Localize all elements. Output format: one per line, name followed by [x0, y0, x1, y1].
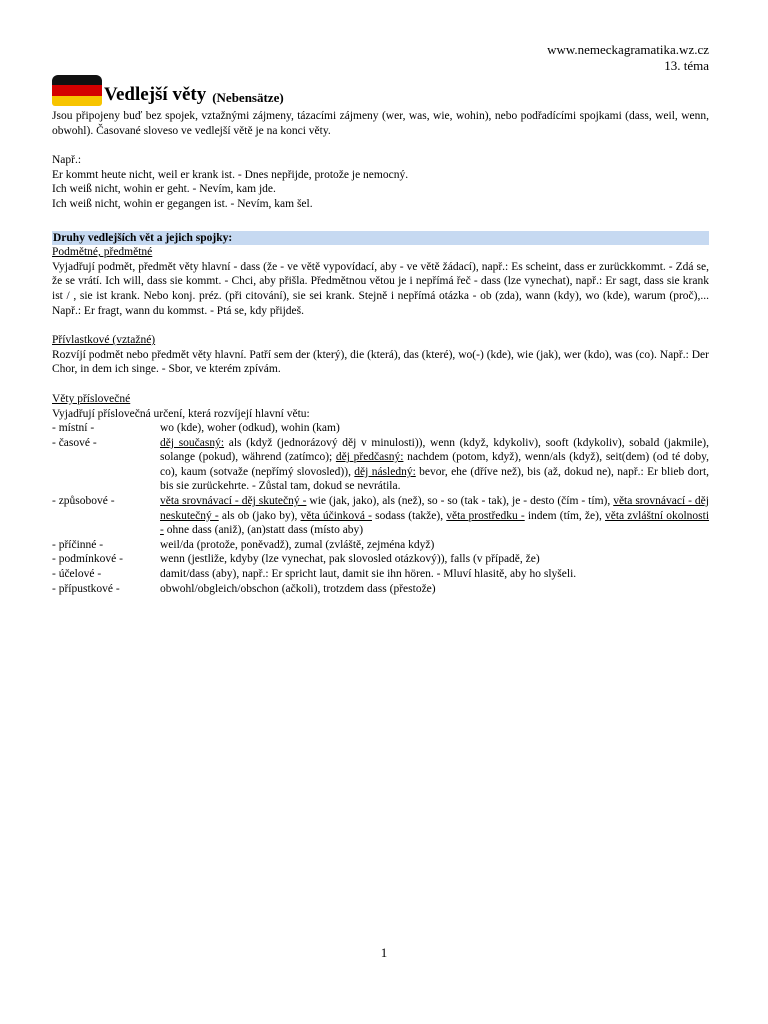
title-row [52, 75, 284, 106]
row-text: wenn (jestliže, kdyby (lze vynechat, pak slovosled otázkový)), falls (v případě, že) [160, 553, 540, 566]
row-label: - příčinné - [52, 538, 104, 551]
page-title: Vedlejší věty [104, 84, 207, 105]
row-label: - způsobové - [52, 495, 115, 508]
website-url: www.nemeckagramatika.wz.cz [547, 42, 709, 57]
row-label: - místní - [52, 422, 95, 435]
adverbial-table [52, 421, 709, 596]
example-line: Er kommt heute nicht, weil er krank ist. - Dnes nepřijde, protože je nemocný. [52, 168, 409, 181]
attributive-paragraph: Rozvíjí podmět nebo předmět věty hlavní. Patří sem der (který), die (která), das (které), wo(-) (kde), wie (jak), wer (kdo), was (co). Např.: Der Chor, in dem ich singe. - Sbor, ve kterém zpívám. [52, 348, 709, 376]
term-underlined: věta prostředku - [446, 509, 525, 522]
german-flag-icon [52, 75, 102, 106]
table-row [52, 436, 709, 494]
table-row [52, 582, 709, 597]
row-text [160, 436, 709, 494]
term-text: wie (jak, jako), als (než), so - so (tak - tak), je - desto (čím - tím), [306, 495, 614, 508]
row-label: - časové - [52, 436, 97, 449]
adverbial-heading: Věty příslovečné [52, 392, 131, 405]
row-label: - účelové - [52, 568, 102, 581]
term-text: nachdem (potom, když), wenn/als (když), seit(dem) (od té doby, co), kaum (sotvaže (nepřímý slovosled)), [160, 451, 709, 478]
table-row [52, 552, 709, 567]
page-subtitle: (Nebensätze) [212, 90, 284, 106]
topic-number: 13. téma [664, 58, 709, 73]
attributive-heading: Přívlastkové (vztažné) [52, 334, 156, 347]
example-line: Ich weiß nicht, wohin er gegangen ist. - Nevím, kam šel. [52, 197, 313, 210]
intro-paragraph: Jsou připojeny buď bez spojek, vztažnými zájmeny, tázacími zájmeny (wer, was, wie, wohin), nebo podřadícími spojkami (dass, weil, wenn, obwohl). Časované sloveso ve vedlejší větě je na konci věty. [52, 110, 709, 137]
example-line: Ich weiß nicht, wohin er geht. - Nevím, kam jde. [52, 183, 276, 196]
table-row [52, 421, 709, 436]
subject-paragraph: Vyjadřují podmět, předmět věty hlavní - dass (že - ve větě vypovídací, aby - ve větě žádací), např.: Es scheint, dass er zurückkommt. - Zdá se, že se vrátí. Ich will, dass sie kommt. - Chci, aby přišla. Předmětnou větou je i nepřímá řeč - dass (lze vynechat), např.: Er sagt, dass sie krank ist / , sie ist krank. Nebo konj. préz. (při citování), sie sei krank. Stejně i nepřímá otázka - ob (zda), wann (kdy), wo (kde), warum (proč),... Např.: Er fragt, wann du kommst. - Ptá se, kdy přijdeš. [52, 260, 709, 317]
term-text: bevor, ehe (dříve než), bis (až, dokud ne), např.: Er blieb dort, bis sie zurückehrte. - Zůstal tam, dokud se nevrátila. [160, 465, 710, 493]
term-text: als (když (jednorázový děj v minulosti)), wenn (když, kdykoliv), sooft (kdykoliv), sobald (jakmile), solange (pokud), während (zatímco); [160, 436, 709, 464]
term-underlined: věta srovnávací - děj neskutečný - [160, 495, 709, 522]
term-underlined: věta zvláštní okolnosti - [160, 509, 710, 537]
row-label: - podmínkové - [52, 553, 123, 566]
term-text: sodass (takže), [371, 509, 447, 522]
row-text: damit/dass (aby), např.: Er spricht laut, damit sie ihn hören. - Mluví hlasitě, aby ho slyšeli. [160, 568, 577, 581]
term-text: als ob (jako by), [218, 509, 301, 522]
term-underlined: děj následný: [354, 465, 416, 478]
term-underlined: věta účinková - [300, 509, 372, 522]
table-row [52, 567, 709, 582]
row-text: weil/da (protože, poněvadž), zumal (zvláště, zejména když) [160, 538, 435, 551]
section-heading: Druhy vedlejších vět a jejich spojky: [52, 231, 709, 246]
row-text [160, 494, 709, 538]
term-underlined: děj současný: [160, 436, 225, 449]
examples-label: Např.: [52, 154, 82, 167]
row-label: - přípustkové - [52, 582, 120, 595]
page-number: 1 [380, 945, 388, 960]
term-text: ohne dass (aniž), (an)statt dass (místo aby) [163, 524, 364, 537]
table-row [52, 538, 709, 553]
term-underlined: děj předčasný: [335, 451, 404, 464]
term-underlined: věta srovnávací - děj skutečný - [160, 495, 307, 508]
adverbial-intro: Vyjadřují příslovečná určení, která rozvíjejí hlavní větu: [52, 407, 310, 420]
table-row [52, 494, 709, 538]
page-header [547, 42, 709, 74]
row-text: wo (kde), woher (odkud), wohin (kam) [160, 422, 340, 435]
row-text: obwohl/obgleich/obschon (ačkoli), trotzdem dass (přestože) [160, 582, 436, 595]
document-body [52, 109, 709, 596]
term-text: indem (tím, že), [524, 509, 605, 522]
subject-heading: Podmětné, předmětné [52, 246, 153, 259]
